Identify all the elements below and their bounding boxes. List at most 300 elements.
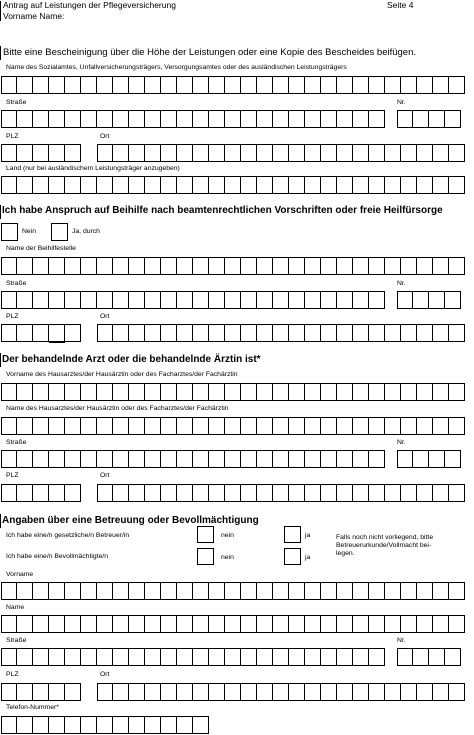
character-cell[interactable]: [145, 615, 161, 633]
character-cell[interactable]: [145, 683, 161, 701]
character-cell[interactable]: [417, 144, 433, 162]
character-cell[interactable]: [305, 257, 321, 275]
character-cell[interactable]: [33, 383, 49, 401]
character-cell[interactable]: [321, 257, 337, 275]
character-cell[interactable]: [417, 417, 433, 435]
character-cell[interactable]: [417, 257, 433, 275]
character-cell[interactable]: [81, 615, 97, 633]
character-cell[interactable]: [177, 615, 193, 633]
character-cell[interactable]: [17, 176, 33, 194]
character-cell[interactable]: [177, 648, 193, 666]
character-cell[interactable]: [337, 417, 353, 435]
character-cell[interactable]: [161, 683, 177, 701]
character-cell[interactable]: [369, 484, 385, 502]
character-cell[interactable]: [161, 615, 177, 633]
character-cell[interactable]: [145, 450, 161, 468]
character-cell[interactable]: [433, 76, 449, 94]
character-cell[interactable]: [65, 615, 81, 633]
character-cell[interactable]: [353, 450, 369, 468]
character-cell[interactable]: [113, 648, 129, 666]
character-cell[interactable]: [65, 110, 81, 128]
character-cell[interactable]: [433, 176, 449, 194]
character-cell[interactable]: [433, 417, 449, 435]
character-cell[interactable]: [33, 582, 49, 600]
character-cell[interactable]: [209, 484, 225, 502]
character-cell[interactable]: [33, 484, 49, 502]
character-cell[interactable]: [81, 176, 97, 194]
character-cell[interactable]: [273, 144, 289, 162]
character-cell[interactable]: [257, 76, 273, 94]
character-cell[interactable]: [1, 257, 17, 275]
character-cell[interactable]: [241, 648, 257, 666]
character-cell[interactable]: [397, 648, 413, 666]
character-cell[interactable]: [65, 450, 81, 468]
character-cell[interactable]: [193, 615, 209, 633]
character-cell[interactable]: [401, 144, 417, 162]
character-cell[interactable]: [33, 716, 49, 734]
character-cell[interactable]: [193, 648, 209, 666]
character-cell[interactable]: [337, 324, 353, 342]
country-field[interactable]: [1, 176, 465, 194]
representative-firstname-field[interactable]: [1, 582, 465, 600]
character-cell[interactable]: [225, 144, 241, 162]
character-cell[interactable]: [1, 291, 17, 309]
character-cell[interactable]: [225, 450, 241, 468]
character-cell[interactable]: [305, 324, 321, 342]
character-cell[interactable]: [241, 683, 257, 701]
character-cell[interactable]: [81, 648, 97, 666]
beihilfe-office-field[interactable]: [1, 257, 465, 275]
character-cell[interactable]: [449, 484, 465, 502]
character-cell[interactable]: [97, 383, 113, 401]
character-cell[interactable]: [257, 683, 273, 701]
character-cell[interactable]: [449, 324, 465, 342]
character-cell[interactable]: [209, 110, 225, 128]
character-cell[interactable]: [33, 450, 49, 468]
character-cell[interactable]: [17, 615, 33, 633]
guardian-yes-checkbox[interactable]: [284, 526, 301, 543]
character-cell[interactable]: [1, 716, 17, 734]
character-cell[interactable]: [17, 291, 33, 309]
character-cell[interactable]: [401, 582, 417, 600]
character-cell[interactable]: [369, 144, 385, 162]
character-cell[interactable]: [385, 615, 401, 633]
character-cell[interactable]: [1, 648, 17, 666]
character-cell[interactable]: [241, 450, 257, 468]
character-cell[interactable]: [97, 291, 113, 309]
character-cell[interactable]: [401, 383, 417, 401]
house-number-field[interactable]: [397, 648, 461, 666]
proxy-no-checkbox[interactable]: [197, 548, 214, 565]
character-cell[interactable]: [429, 291, 445, 309]
plz-field[interactable]: [1, 484, 81, 502]
character-cell[interactable]: [177, 324, 193, 342]
character-cell[interactable]: [289, 383, 305, 401]
character-cell[interactable]: [369, 582, 385, 600]
character-cell[interactable]: [97, 257, 113, 275]
ort-field[interactable]: [97, 144, 465, 162]
character-cell[interactable]: [449, 257, 465, 275]
character-cell[interactable]: [161, 383, 177, 401]
character-cell[interactable]: [17, 648, 33, 666]
character-cell[interactable]: [413, 291, 429, 309]
character-cell[interactable]: [209, 324, 225, 342]
character-cell[interactable]: [369, 324, 385, 342]
character-cell[interactable]: [65, 324, 81, 342]
character-cell[interactable]: [413, 450, 429, 468]
character-cell[interactable]: [225, 484, 241, 502]
character-cell[interactable]: [49, 76, 65, 94]
character-cell[interactable]: [305, 484, 321, 502]
character-cell[interactable]: [397, 450, 413, 468]
character-cell[interactable]: [113, 417, 129, 435]
character-cell[interactable]: [113, 450, 129, 468]
character-cell[interactable]: [113, 324, 129, 342]
character-cell[interactable]: [225, 176, 241, 194]
character-cell[interactable]: [161, 110, 177, 128]
character-cell[interactable]: [113, 383, 129, 401]
character-cell[interactable]: [337, 76, 353, 94]
character-cell[interactable]: [145, 257, 161, 275]
character-cell[interactable]: [337, 648, 353, 666]
character-cell[interactable]: [145, 76, 161, 94]
character-cell[interactable]: [429, 110, 445, 128]
character-cell[interactable]: [433, 324, 449, 342]
character-cell[interactable]: [33, 176, 49, 194]
character-cell[interactable]: [225, 582, 241, 600]
character-cell[interactable]: [417, 176, 433, 194]
character-cell[interactable]: [353, 417, 369, 435]
character-cell[interactable]: [289, 615, 305, 633]
character-cell[interactable]: [445, 110, 461, 128]
character-cell[interactable]: [177, 76, 193, 94]
character-cell[interactable]: [97, 144, 113, 162]
house-number-field[interactable]: [397, 110, 461, 128]
character-cell[interactable]: [337, 383, 353, 401]
character-cell[interactable]: [129, 144, 145, 162]
character-cell[interactable]: [193, 324, 209, 342]
character-cell[interactable]: [289, 176, 305, 194]
character-cell[interactable]: [209, 257, 225, 275]
character-cell[interactable]: [145, 716, 161, 734]
character-cell[interactable]: [321, 417, 337, 435]
character-cell[interactable]: [65, 484, 81, 502]
character-cell[interactable]: [145, 144, 161, 162]
character-cell[interactable]: [193, 76, 209, 94]
character-cell[interactable]: [225, 257, 241, 275]
character-cell[interactable]: [241, 144, 257, 162]
character-cell[interactable]: [161, 716, 177, 734]
character-cell[interactable]: [193, 257, 209, 275]
character-cell[interactable]: [65, 648, 81, 666]
character-cell[interactable]: [321, 615, 337, 633]
character-cell[interactable]: [1, 76, 17, 94]
character-cell[interactable]: [305, 582, 321, 600]
character-cell[interactable]: [401, 683, 417, 701]
character-cell[interactable]: [145, 110, 161, 128]
plz-field[interactable]: [1, 144, 81, 162]
character-cell[interactable]: [97, 76, 113, 94]
character-cell[interactable]: [65, 716, 81, 734]
character-cell[interactable]: [417, 324, 433, 342]
character-cell[interactable]: [1, 417, 17, 435]
character-cell[interactable]: [193, 383, 209, 401]
character-cell[interactable]: [257, 582, 273, 600]
character-cell[interactable]: [417, 683, 433, 701]
character-cell[interactable]: [145, 176, 161, 194]
character-cell[interactable]: [193, 110, 209, 128]
character-cell[interactable]: [65, 417, 81, 435]
character-cell[interactable]: [81, 450, 97, 468]
street-field[interactable]: [1, 291, 385, 309]
character-cell[interactable]: [273, 76, 289, 94]
character-cell[interactable]: [321, 683, 337, 701]
character-cell[interactable]: [241, 582, 257, 600]
character-cell[interactable]: [305, 648, 321, 666]
character-cell[interactable]: [81, 417, 97, 435]
character-cell[interactable]: [81, 716, 97, 734]
character-cell[interactable]: [397, 291, 413, 309]
character-cell[interactable]: [369, 417, 385, 435]
character-cell[interactable]: [161, 144, 177, 162]
character-cell[interactable]: [145, 648, 161, 666]
character-cell[interactable]: [353, 76, 369, 94]
character-cell[interactable]: [337, 484, 353, 502]
character-cell[interactable]: [241, 615, 257, 633]
character-cell[interactable]: [177, 683, 193, 701]
character-cell[interactable]: [193, 582, 209, 600]
character-cell[interactable]: [225, 615, 241, 633]
character-cell[interactable]: [97, 648, 113, 666]
ort-field[interactable]: [97, 683, 465, 701]
character-cell[interactable]: [433, 615, 449, 633]
character-cell[interactable]: [257, 324, 273, 342]
character-cell[interactable]: [337, 615, 353, 633]
character-cell[interactable]: [273, 110, 289, 128]
character-cell[interactable]: [273, 383, 289, 401]
character-cell[interactable]: [49, 257, 65, 275]
character-cell[interactable]: [289, 582, 305, 600]
character-cell[interactable]: [397, 110, 413, 128]
character-cell[interactable]: [209, 144, 225, 162]
character-cell[interactable]: [113, 716, 129, 734]
character-cell[interactable]: [289, 484, 305, 502]
character-cell[interactable]: [449, 582, 465, 600]
character-cell[interactable]: [113, 484, 129, 502]
character-cell[interactable]: [401, 257, 417, 275]
character-cell[interactable]: [177, 484, 193, 502]
character-cell[interactable]: [193, 176, 209, 194]
character-cell[interactable]: [177, 257, 193, 275]
character-cell[interactable]: [369, 648, 385, 666]
character-cell[interactable]: [1, 582, 17, 600]
doctor-name-field[interactable]: [1, 417, 465, 435]
character-cell[interactable]: [369, 383, 385, 401]
character-cell[interactable]: [433, 582, 449, 600]
character-cell[interactable]: [97, 683, 113, 701]
character-cell[interactable]: [1, 144, 17, 162]
character-cell[interactable]: [177, 383, 193, 401]
character-cell[interactable]: [65, 257, 81, 275]
character-cell[interactable]: [81, 291, 97, 309]
character-cell[interactable]: [33, 144, 49, 162]
character-cell[interactable]: [17, 110, 33, 128]
character-cell[interactable]: [225, 291, 241, 309]
character-cell[interactable]: [145, 484, 161, 502]
character-cell[interactable]: [401, 76, 417, 94]
character-cell[interactable]: [305, 176, 321, 194]
character-cell[interactable]: [49, 110, 65, 128]
character-cell[interactable]: [449, 615, 465, 633]
character-cell[interactable]: [305, 110, 321, 128]
character-cell[interactable]: [257, 383, 273, 401]
character-cell[interactable]: [241, 291, 257, 309]
character-cell[interactable]: [65, 683, 81, 701]
character-cell[interactable]: [177, 110, 193, 128]
character-cell[interactable]: [193, 683, 209, 701]
character-cell[interactable]: [177, 582, 193, 600]
character-cell[interactable]: [257, 257, 273, 275]
character-cell[interactable]: [321, 110, 337, 128]
house-number-field[interactable]: [397, 291, 461, 309]
character-cell[interactable]: [65, 383, 81, 401]
character-cell[interactable]: [321, 76, 337, 94]
character-cell[interactable]: [33, 648, 49, 666]
character-cell[interactable]: [289, 417, 305, 435]
character-cell[interactable]: [305, 144, 321, 162]
character-cell[interactable]: [273, 291, 289, 309]
character-cell[interactable]: [337, 176, 353, 194]
character-cell[interactable]: [257, 450, 273, 468]
character-cell[interactable]: [49, 683, 65, 701]
character-cell[interactable]: [193, 484, 209, 502]
character-cell[interactable]: [353, 257, 369, 275]
character-cell[interactable]: [161, 484, 177, 502]
character-cell[interactable]: [49, 484, 65, 502]
character-cell[interactable]: [17, 383, 33, 401]
character-cell[interactable]: [305, 615, 321, 633]
character-cell[interactable]: [129, 484, 145, 502]
character-cell[interactable]: [129, 383, 145, 401]
character-cell[interactable]: [369, 683, 385, 701]
character-cell[interactable]: [225, 683, 241, 701]
character-cell[interactable]: [337, 582, 353, 600]
character-cell[interactable]: [337, 257, 353, 275]
authority-name-field[interactable]: [1, 76, 465, 94]
phone-field[interactable]: [1, 716, 209, 734]
character-cell[interactable]: [1, 110, 17, 128]
character-cell[interactable]: [113, 76, 129, 94]
character-cell[interactable]: [113, 582, 129, 600]
character-cell[interactable]: [97, 450, 113, 468]
character-cell[interactable]: [305, 683, 321, 701]
character-cell[interactable]: [129, 582, 145, 600]
character-cell[interactable]: [225, 383, 241, 401]
character-cell[interactable]: [401, 176, 417, 194]
character-cell[interactable]: [17, 417, 33, 435]
character-cell[interactable]: [273, 176, 289, 194]
character-cell[interactable]: [161, 176, 177, 194]
character-cell[interactable]: [257, 110, 273, 128]
character-cell[interactable]: [321, 291, 337, 309]
character-cell[interactable]: [209, 450, 225, 468]
character-cell[interactable]: [337, 683, 353, 701]
character-cell[interactable]: [97, 615, 113, 633]
character-cell[interactable]: [113, 257, 129, 275]
character-cell[interactable]: [257, 291, 273, 309]
character-cell[interactable]: [161, 450, 177, 468]
street-field[interactable]: [1, 648, 385, 666]
character-cell[interactable]: [225, 76, 241, 94]
ort-field[interactable]: [97, 324, 465, 342]
character-cell[interactable]: [113, 615, 129, 633]
character-cell[interactable]: [17, 484, 33, 502]
character-cell[interactable]: [385, 176, 401, 194]
character-cell[interactable]: [337, 450, 353, 468]
character-cell[interactable]: [321, 324, 337, 342]
character-cell[interactable]: [369, 615, 385, 633]
character-cell[interactable]: [97, 417, 113, 435]
character-cell[interactable]: [257, 648, 273, 666]
character-cell[interactable]: [209, 683, 225, 701]
character-cell[interactable]: [369, 291, 385, 309]
character-cell[interactable]: [369, 76, 385, 94]
character-cell[interactable]: [449, 683, 465, 701]
character-cell[interactable]: [241, 484, 257, 502]
character-cell[interactable]: [17, 257, 33, 275]
character-cell[interactable]: [433, 484, 449, 502]
character-cell[interactable]: [17, 450, 33, 468]
character-cell[interactable]: [353, 176, 369, 194]
character-cell[interactable]: [129, 615, 145, 633]
character-cell[interactable]: [1, 324, 17, 342]
character-cell[interactable]: [449, 383, 465, 401]
character-cell[interactable]: [161, 582, 177, 600]
character-cell[interactable]: [161, 648, 177, 666]
character-cell[interactable]: [449, 76, 465, 94]
character-cell[interactable]: [193, 716, 209, 734]
character-cell[interactable]: [49, 648, 65, 666]
character-cell[interactable]: [1, 615, 17, 633]
character-cell[interactable]: [433, 257, 449, 275]
character-cell[interactable]: [385, 683, 401, 701]
character-cell[interactable]: [145, 582, 161, 600]
character-cell[interactable]: [49, 291, 65, 309]
character-cell[interactable]: [209, 291, 225, 309]
character-cell[interactable]: [33, 257, 49, 275]
character-cell[interactable]: [33, 324, 49, 342]
character-cell[interactable]: [369, 176, 385, 194]
character-cell[interactable]: [17, 716, 33, 734]
character-cell[interactable]: [113, 176, 129, 194]
character-cell[interactable]: [241, 324, 257, 342]
character-cell[interactable]: [353, 291, 369, 309]
character-cell[interactable]: [65, 76, 81, 94]
character-cell[interactable]: [445, 291, 461, 309]
character-cell[interactable]: [17, 144, 33, 162]
character-cell[interactable]: [81, 110, 97, 128]
character-cell[interactable]: [129, 291, 145, 309]
character-cell[interactable]: [129, 76, 145, 94]
character-cell[interactable]: [129, 648, 145, 666]
character-cell[interactable]: [273, 257, 289, 275]
character-cell[interactable]: [353, 484, 369, 502]
character-cell[interactable]: [145, 291, 161, 309]
character-cell[interactable]: [241, 417, 257, 435]
character-cell[interactable]: [385, 76, 401, 94]
character-cell[interactable]: [305, 383, 321, 401]
character-cell[interactable]: [129, 257, 145, 275]
